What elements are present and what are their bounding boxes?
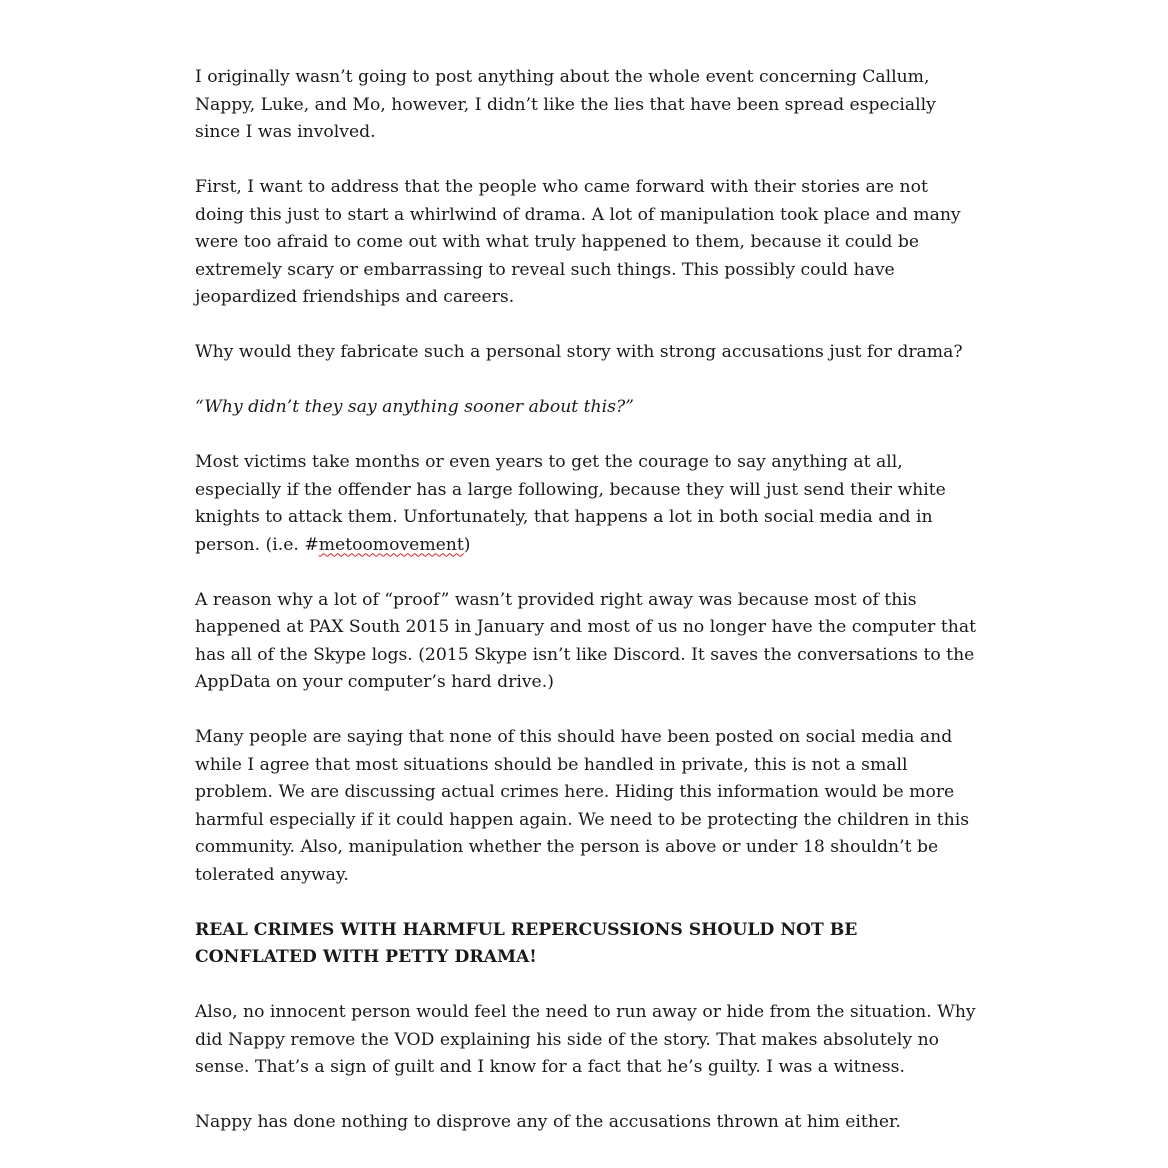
paragraph-proof: A reason why a lot of “proof” wasn’t provided right away was because most of this happened at PAX South 2015 in January and most of us no longer have the computer that has all of the Skype logs. (2015 Skype isn’t like Discord. It saves the conversations to the AppData on your computer’s hard drive.) [195,589,976,692]
paragraph-intro: I originally wasn’t going to post anything about the whole event concerning Callum, Nappy, Luke, and Mo, however, I didn’t like the lies that have been spread especially since I was involved. [195,67,936,142]
paragraph-bold-statement: REAL CRIMES WITH HARMFUL REPERCUSSIONS SHOULD NOT BE CONFLATED WITH PETTY DRAMA! [195,919,858,967]
paragraph-victims [195,449,980,559]
paragraph-innocent: Also, no innocent person would feel the need to run away or hide from the situation. Why did Nappy remove the VOD explaining his side of the story. That makes absolutely no sense. That’s a sign of guilt and I know for a fact that he’s guilty. I was a witness. [195,1002,976,1077]
hash-symbol: # [304,534,319,555]
paragraph-question: Why would they fabricate such a personal story with strong accusations just for drama? [195,342,963,362]
hashtag-misspelled: metoomovement [318,534,464,555]
paragraph-address: First, I want to address that the people who came forward with their stories are not doing this just to start a whirlwind of drama. A lot of manipulation took place and many were too afraid to come out with what truly happened to them, because it could be extremely scary or embarrassing to reveal such things. This possibly could have jeopardized friendships and careers. [195,177,961,307]
paragraph-quote: “Why didn’t they say anything sooner about this?” [195,397,634,417]
paragraph-closing: Nappy has done nothing to disprove any of the accusations thrown at him either. [195,1112,901,1132]
document-body [195,64,980,1164]
closing-paren: ) [463,534,471,555]
paragraph-social-media: Many people are saying that none of this should have been posted on social media and while I agree that most situations should be handled in private, this is not a small problem. We are discussing actual crimes here. Hiding this information would be more harmful especially if it could happen again. We need to be protecting the children in this community. Also, manipulation whether the person is above or under 18 shouldn’t be tolerated anyway. [195,727,970,885]
victims-text: Most victims take months or even years to get the courage to say anything at all, especially if the offender has a large following, because they will just send their white knights to attack them. Unfortunately, that happens a lot in both social media and in person. (i.e. [195,452,946,555]
